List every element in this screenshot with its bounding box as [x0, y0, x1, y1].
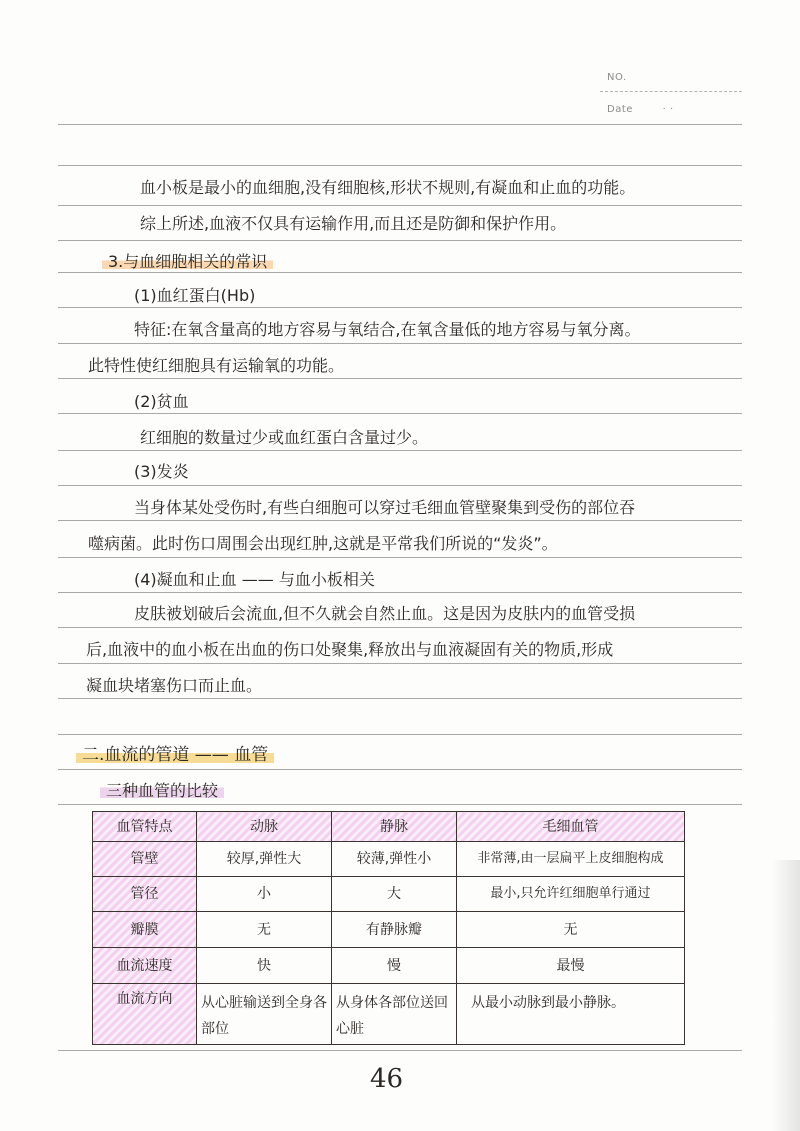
date-label — [607, 104, 674, 115]
row-header-cell: 管壁 — [93, 842, 197, 877]
text-line: (3)发炎 — [134, 462, 189, 481]
text-line: 噬病菌。此时伤口周围会出现红肿,这就是平常我们所说的“发炎”。 — [88, 534, 558, 553]
table-cell: 从身体各部位送回心脏 — [332, 984, 457, 1045]
text-line: 后,血液中的血小板在出血的伤口处聚集,释放出与血液凝固有关的物质,形成 — [86, 640, 614, 659]
table-cell: 最慢 — [457, 948, 685, 984]
header-cell: 毛细血管 — [457, 812, 685, 842]
ruled-line — [58, 378, 742, 379]
table-cell: 从最小动脉到最小静脉。 — [457, 984, 685, 1045]
ruled-line — [58, 485, 742, 486]
text-line: 血小板是最小的血细胞,没有细胞核,形状不规则,有凝血和止血的功能。 — [140, 178, 636, 197]
table-cell: 较厚,弹性大 — [197, 842, 332, 877]
table-cell: 非常薄,由一层扁平上皮细胞构成 — [457, 842, 685, 877]
table-header-row — [93, 812, 685, 842]
table-cell: 有静脉瓣 — [332, 912, 457, 948]
ruled-line — [58, 205, 742, 206]
table-row — [93, 948, 685, 984]
table-cell: 最小,只允许红细胞单行通过 — [457, 877, 685, 912]
ruled-line — [58, 272, 742, 273]
table-cell: 无 — [197, 912, 332, 948]
ruled-line — [58, 592, 742, 593]
table-cell: 较薄,弹性小 — [332, 842, 457, 877]
text-line: 综上所述,血液不仅具有运输作用,而且还是防御和保护作用。 — [140, 214, 567, 233]
row-header-cell: 血流方向 — [93, 984, 197, 1045]
section-heading-text: 二.血流的管道 —— 血管 — [76, 745, 274, 765]
ruled-line — [58, 343, 742, 344]
header-cell: 血管特点 — [93, 812, 197, 842]
table-row — [93, 912, 685, 948]
text-line: (1)血红蛋白(Hb) — [134, 286, 256, 305]
row-header-cell: 瓣膜 — [93, 912, 197, 948]
text-line: 此特性使红细胞具有运输氧的功能。 — [88, 356, 345, 375]
row-header-cell: 管径 — [93, 877, 197, 912]
no-label: NO. — [607, 72, 627, 83]
ruled-line — [58, 1050, 742, 1051]
subheading-text: 3.与血细胞相关的常识 — [102, 252, 273, 271]
ruled-line — [58, 557, 742, 558]
text-line: 当身体某处受伤时,有些白细胞可以穿过毛细血管壁聚集到受伤的部位吞 — [134, 498, 636, 517]
text-line: 凝血块堵塞伤口而止血。 — [86, 676, 263, 695]
section-heading — [76, 745, 274, 765]
text-line: (4)凝血和止血 —— 与血小板相关 — [134, 570, 375, 589]
ruled-line — [58, 769, 742, 770]
header-cell: 静脉 — [332, 812, 457, 842]
table-row — [93, 877, 685, 912]
ruled-line — [58, 698, 742, 699]
ruled-line — [58, 240, 742, 241]
ruled-line — [58, 804, 742, 805]
ruled-line — [58, 124, 742, 125]
table-row — [93, 984, 685, 1045]
scan-shadow — [772, 860, 800, 1131]
table-row — [93, 842, 685, 877]
ruled-line — [58, 165, 742, 166]
ruled-line — [58, 413, 742, 414]
date-label-text: Date — [607, 104, 633, 115]
text-line: (2)贫血 — [134, 392, 189, 411]
ruled-line — [58, 734, 742, 735]
table-cell: 小 — [197, 877, 332, 912]
table-cell: 大 — [332, 877, 457, 912]
vessel-comparison-table — [92, 811, 685, 1045]
ruled-line — [58, 307, 742, 308]
page-number: 46 — [370, 1064, 404, 1094]
text-line: 红细胞的数量过少或血红蛋白含量过少。 — [140, 428, 429, 447]
no-dashed-line — [600, 91, 742, 92]
row-header-cell: 血流速度 — [93, 948, 197, 984]
header-cell: 动脉 — [197, 812, 332, 842]
ruled-line — [58, 520, 742, 521]
text-line: 皮肤被划破后会流血,但不久就会自然止血。这是因为皮肤内的血管受损 — [134, 604, 636, 623]
table-cell: 无 — [457, 912, 685, 948]
table-cell: 快 — [197, 948, 332, 984]
table-title-text: 三种血管的比较 — [100, 781, 224, 800]
text-line: 特征:在氧含量高的地方容易与氧结合,在氧含量低的地方容易与氧分离。 — [134, 320, 641, 339]
table-cell: 从心脏输送到全身各部位 — [197, 984, 332, 1045]
table-title — [100, 781, 224, 801]
ruled-line — [58, 663, 742, 664]
subheading-related-knowledge — [102, 252, 273, 272]
ruled-line — [58, 450, 742, 451]
table-cell: 慢 — [332, 948, 457, 984]
ruled-line — [58, 627, 742, 628]
date-dots: · · — [662, 104, 674, 115]
